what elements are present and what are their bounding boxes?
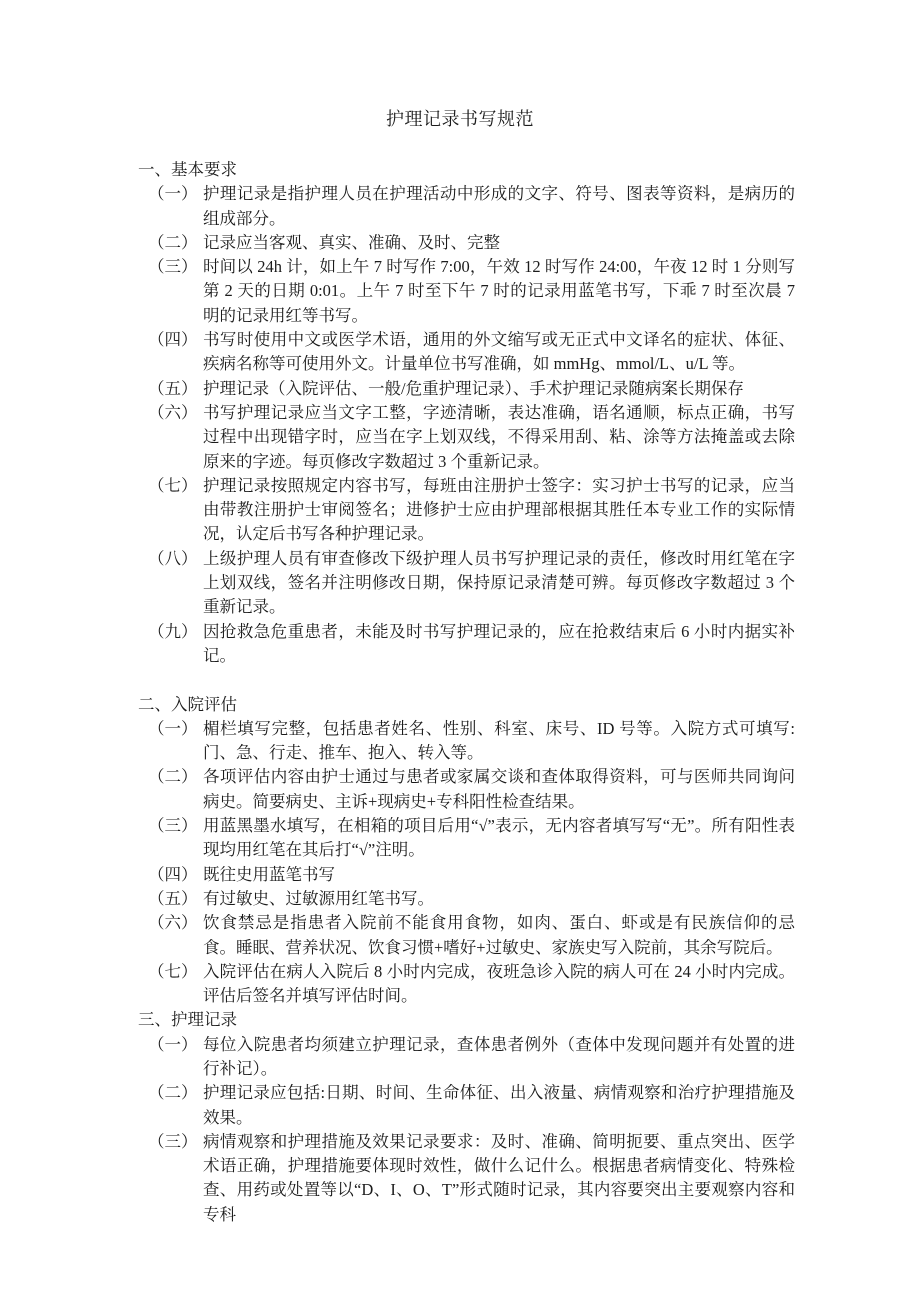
list-item xyxy=(138,377,795,401)
list-item xyxy=(138,765,795,814)
item-text: 护理记录应包括:日期、时间、生命体征、出入液量、病情观察和治疗护理措施及效果。 xyxy=(203,1083,795,1127)
item-text: 有过敏史、过敏源用红笔书写。 xyxy=(203,888,434,908)
item-marker: （三） xyxy=(148,816,198,836)
item-marker: （二） xyxy=(148,1083,198,1103)
list-item xyxy=(138,328,795,377)
item-text: 书写时使用中文或医学术语，通用的外文缩写或无正式中文译名的症状、体征、疾病名称等可使用外文。计量单位书写准确，如 mmHg、mmol/L、u/L 等。 xyxy=(203,330,795,374)
item-text: 用蓝黑墨水填写，在相箱的项目后用“√”表示，无内容者填写写“无”。所有阳性表现均用红笔在其后打“√”注明。 xyxy=(203,816,795,860)
item-text: 护理记录按照规定内容书写，每班由注册护士签字：实习护士书写的记录，应当由带教注册护士审阅签名；进修护士应由护理部根据其胜任本专业工作的实际情况，认定后书写各种护理记录。 xyxy=(203,475,795,544)
item-marker: （四） xyxy=(148,330,198,350)
list-item xyxy=(138,620,795,669)
item-marker: （一） xyxy=(148,184,198,204)
item-text: 病情观察和护理措施及效果记录要求：及时、准确、简明扼要、重点突出、医学术语正确，护理措施要体现时效性，做什么记什么。根据患者病情变化、特殊检查、用药或处置等以“D、I、O、T”形式随时记录，其内容要突出主要观察内容和专科 xyxy=(203,1131,795,1224)
item-text: 护理记录（入院评估、一般/危重护理记录）、手术护理记录随病案长期保存 xyxy=(203,378,744,398)
section-admission-assessment xyxy=(138,693,795,1009)
item-text: 护理记录是指护理人员在护理活动中形成的文字、符号、图表等资料，是病历的组成部分。 xyxy=(203,184,795,228)
item-text: 上级护理人员有审查修改下级护理人员书写护理记录的责任，修改时用红笔在字上划双线，签名并注明修改日期，保持原记录清楚可辨。每页修改字数超过 3 个重新记录。 xyxy=(203,548,795,617)
list-item xyxy=(138,255,795,328)
item-text: 楣栏填写完整，包括患者姓名、性别、科室、床号、ID 号等。入院方式可填写:门、急、行走、推车、抱入、转入等。 xyxy=(203,718,795,763)
section-nursing-record xyxy=(138,1008,795,1227)
item-marker: （一） xyxy=(148,1034,198,1054)
item-marker: （三） xyxy=(148,1131,198,1151)
item-marker: （七） xyxy=(148,961,198,981)
list-item xyxy=(138,863,795,887)
item-text: 既往史用蓝笔书写 xyxy=(203,864,335,884)
list-item xyxy=(138,717,795,766)
item-marker: （六） xyxy=(148,402,198,422)
list-item xyxy=(138,1130,795,1227)
item-text: 书写护理记录应当文字工整，字迹清晰，表达准确，语名通顺，标点正确，书写过程中出现错字时，应当在字上划双线，不得采用刮、粘、涂等方法掩盖或去除原来的字迹。每页修改字数超过 3 个重新记录。 xyxy=(203,402,795,471)
item-text: 各项评估内容由护士通过与患者或家属交谈和查体取得资料，可与医师共同询问病史。简要病史、主诉+现病史+专科阳性检查结果。 xyxy=(203,767,795,811)
item-marker: （八） xyxy=(148,548,198,568)
document-body xyxy=(138,158,795,1227)
item-text: 记录应当客观、真实、准确、及时、完整 xyxy=(203,232,500,252)
item-marker: （一） xyxy=(148,718,198,738)
section-heading: 二、入院评估 xyxy=(138,694,237,714)
item-text: 饮食禁忌是指患者入院前不能食用食物，如肉、蛋白、虾或是有民族信仰的忌食。睡眠、营养状况、饮食习惯+嗜好+过敏史、家族史写入院前，其余写院后。 xyxy=(203,913,795,957)
list-item xyxy=(138,401,795,474)
list-item xyxy=(138,1081,795,1130)
item-text: 入院评估在病人入院后 8 小时内完成，夜班急诊入院的病人可在 24 小时内完成。评估后签名并填写评估时间。 xyxy=(203,961,795,1006)
list-item xyxy=(138,547,795,620)
item-marker: （二） xyxy=(148,232,198,252)
list-item xyxy=(138,231,795,255)
section-heading: 一、基本要求 xyxy=(138,160,237,179)
item-text: 时间以 24h 计，如上午 7 时写作 7:00，午效 12 时写作 24:00，午夜 12 时 1 分则写第 2 天的日期 0:01。上午 7 时至下午 7 时的记录用蓝笔书写，下乖 7 时至次晨 7 明的记录用红等书写。 xyxy=(203,257,795,325)
list-item xyxy=(138,887,795,911)
item-marker: （五） xyxy=(148,888,198,908)
document-title: 护理记录书写规范 xyxy=(386,109,534,129)
section-basic-requirements xyxy=(138,158,795,668)
list-item xyxy=(138,474,795,547)
item-marker: （六） xyxy=(148,913,198,933)
item-marker: （七） xyxy=(148,475,198,495)
list-item xyxy=(138,814,795,863)
list-item xyxy=(138,960,795,1009)
list-item xyxy=(138,1033,795,1082)
section-heading: 三、护理记录 xyxy=(138,1010,237,1030)
item-text: 因抢救急危重患者，未能及时书写护理记录的，应在抢救结束后 6 小时内据实补记。 xyxy=(203,621,795,665)
item-marker: （九） xyxy=(148,621,198,641)
item-marker: （四） xyxy=(148,864,198,884)
item-text: 每位入院患者均须建立护理记录，查体患者例外（查体中发现问题并有处置的进行补记）。 xyxy=(203,1034,795,1078)
item-marker: （三） xyxy=(148,257,198,277)
list-item xyxy=(138,911,795,960)
list-item xyxy=(138,182,795,231)
item-marker: （五） xyxy=(148,378,198,398)
item-marker: （二） xyxy=(148,767,198,787)
